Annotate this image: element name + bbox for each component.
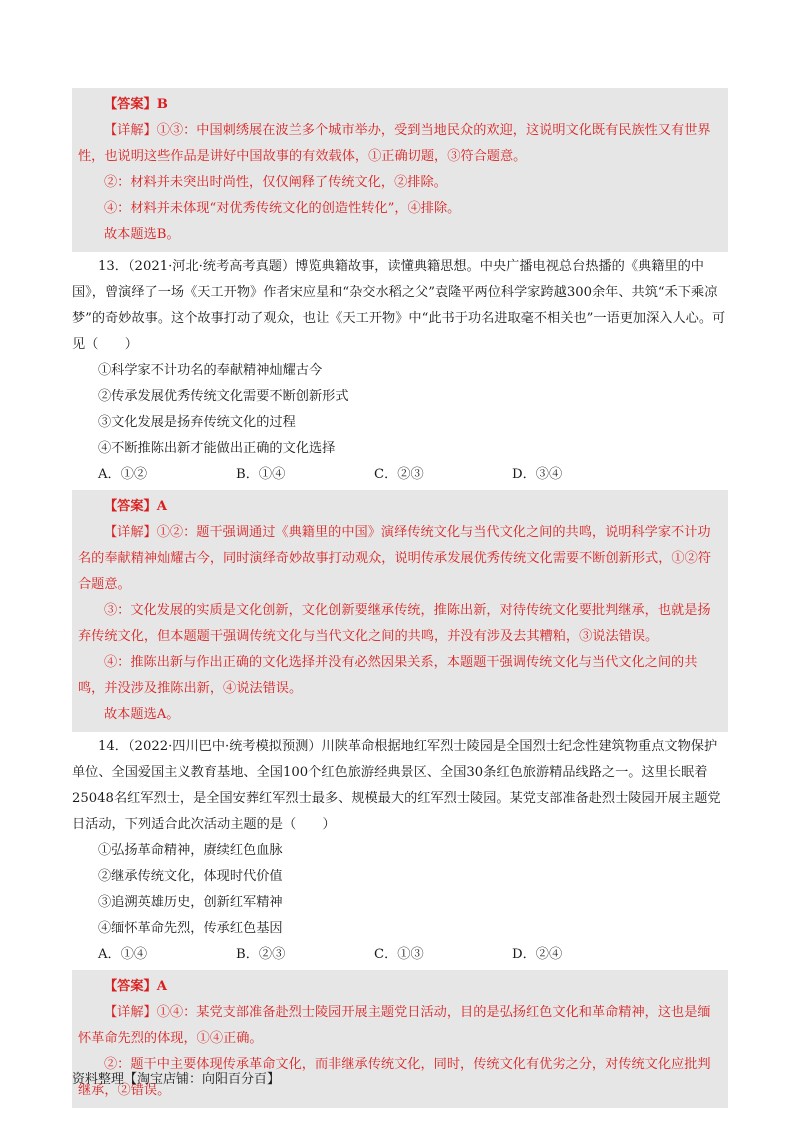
explanation-line: ②：题干中主要体现传承革命文化，而非继承传统文化，同时，传统文化有优劣之分，对传统文化应批判继承，②错误。 [78,1057,711,1098]
explanation-line: 【详解】①④：某党支部准备赴烈士陵园开展主题党日活动，目的是弘扬红色文化和革命精神，这也是缅怀革命先烈的体现，①④正确。 [78,1005,711,1046]
explanation-line: ②：材料并未突出时尚性，仅仅阐释了传统文化，②排除。 [104,175,447,190]
answer-block-12 [72,88,728,252]
answer-block-14 [72,970,728,1108]
question-item: ③文化发展是扬弃传统文化的过程 [98,415,296,430]
question-stem: 14．（2022·四川巴中·统考模拟预测）川陕革命根据地红军烈士陵园是全国烈士纪念性建筑物重点文物保护单位、全国爱国主义教育基地、全国100个红色旅游经典景区、全国30条红色旅游精品线路之一。这里长眠着25048名红军烈士，是全国安葬红军烈士最多、规模最大的红军烈士陵园。某党支部准备赴烈士陵园开展主题党日活动，下列适合此次活动主题的是（ ） [72,739,721,832]
choice-a: A．①② [98,467,148,482]
choice-a: A．①④ [98,947,148,962]
question-item: ①弘扬革命精神，赓续红色血脉 [98,843,283,858]
choice-row [72,462,728,488]
question-item: ②传承发展优秀传统文化需要不断创新形式 [98,389,349,404]
choice-b: B．②③ [236,947,286,962]
page-content [72,88,728,1108]
question-item: ①科学家不计功名的奉献精神灿耀古今 [98,363,323,378]
answer-label: 【答案】B [104,97,168,112]
answer-label: 【答案】A [104,499,167,514]
explanation-line: ④：材料并未体现“对优秀传统文化的创造性转化”，④排除。 [104,201,461,216]
question-item: ④不断推陈出新才能做出正确的文化选择 [98,441,336,456]
choice-row [72,942,728,968]
question-13 [72,254,728,488]
explanation-line: 【详解】①②：题干强调通过《典籍里的中国》演绎传统文化与当代文化之间的共鸣，说明科学家不计功名的奉献精神灿耀古今，同时演绎奇妙故事打动观众，说明传承发展优秀传统文化需要不断创新形式，①②符合题意。 [78,525,711,592]
explanation-line: ③：文化发展的实质是文化创新，文化创新要继承传统，推陈出新，对待传统文化要批判继承，也就是扬弃传统文化，但本题题干强调传统文化与当代文化之间的共鸣，并没有涉及去其糟粕，③说法错误。 [78,603,711,644]
question-item: ④缅怀革命先烈，传承红色基因 [98,921,283,936]
choice-b: B．①④ [236,467,286,482]
explanation-line: 故本题选A。 [104,707,180,722]
question-stem: 13．（2021·河北·统考高考真题）博览典籍故事，读懂典籍思想。中央广播电视总台热播的《典籍里的中国》，曾演绎了一场《天工开物》作者宋应星和“杂交水稻之父”袁隆平两位科学家跨越300余年、共筑“禾下乘凉梦”的奇妙故事。这个故事打动了观众，也让《天工开物》中“此书于功名进取毫不相关也”一语更加深入人心。可见（ ） [72,259,726,352]
question-14 [72,734,728,968]
choice-d: D．③④ [512,467,563,482]
explanation-line: 【详解】①③：中国刺绣展在波兰多个城市举办，受到当地民众的欢迎，这说明文化既有民族性又有世界性，也说明这些作品是讲好中国故事的有效载体，①正确切题，③符合题意。 [78,123,711,164]
question-item: ③追溯英雄历史，创新红军精神 [98,895,283,910]
page-footer: 资料整理【淘宝店铺：向阳百分百】 [72,1072,281,1087]
explanation-line: 故本题选B。 [104,227,180,242]
answer-block-13 [72,490,728,732]
explanation-line: ④：推陈出新与作出正确的文化选择并没有必然因果关系，本题题干强调传统文化与当代文化之间的共鸣，并没涉及推陈出新，④说法错误。 [78,655,698,696]
answer-label: 【答案】A [104,979,167,994]
choice-c: C．②③ [374,467,424,482]
question-item: ②继承传统文化，体现时代价值 [98,869,283,884]
choice-d: D．②④ [512,947,563,962]
choice-c: C．①③ [374,947,424,962]
